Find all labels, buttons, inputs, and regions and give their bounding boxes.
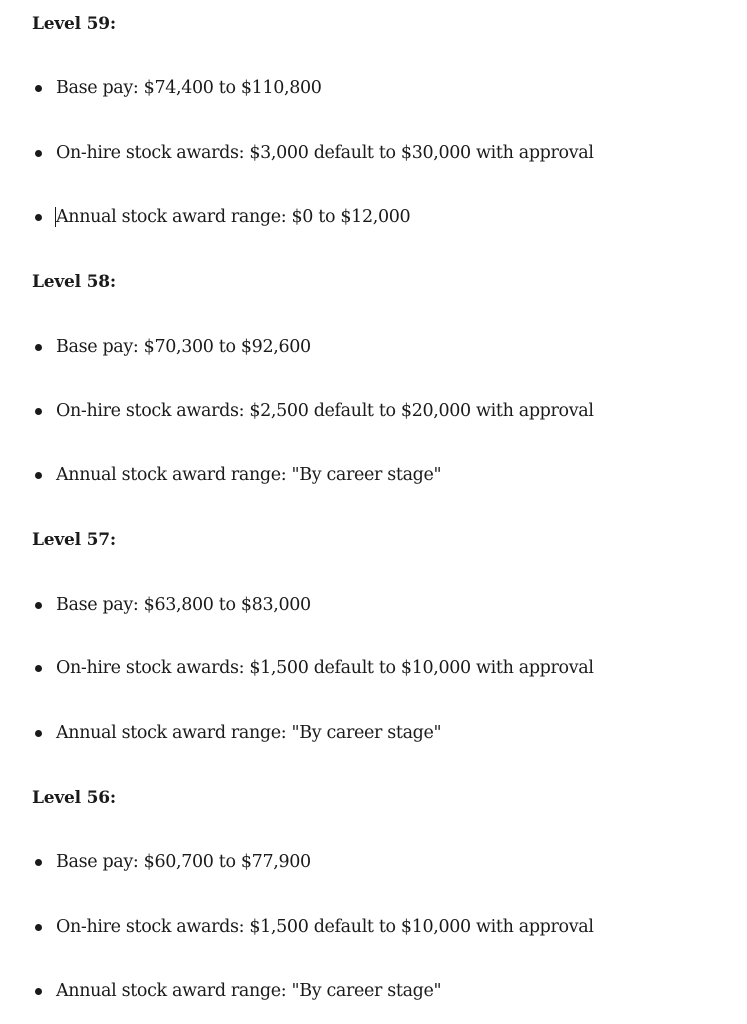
- bullet-icon: [35, 214, 42, 221]
- bullet-icon: [35, 408, 42, 415]
- bullet-icon: [35, 472, 42, 479]
- list-item-text: Annual stock award range: "By career stage": [56, 981, 442, 1001]
- bullet-icon: [35, 924, 42, 931]
- list-item-text: Base pay: $70,300 to $92,600: [56, 337, 311, 357]
- list-item-text: Base pay: $63,800 to $83,000: [56, 595, 311, 615]
- bullet-icon: [35, 988, 42, 995]
- list-item-text: On-hire stock awards: $1,500 default to $10,000 with approval: [56, 658, 594, 678]
- level-heading: Level 56:: [32, 788, 116, 808]
- list-item-text: On-hire stock awards: $3,000 default to $30,000 with approval: [56, 143, 594, 163]
- level-heading: Level 58:: [32, 272, 116, 292]
- list-item-text: Annual stock award range: "By career stage": [56, 465, 442, 485]
- list-item-text: Annual stock award range: $0 to $12,000: [56, 207, 411, 227]
- bullet-icon: [35, 602, 42, 609]
- bullet-icon: [35, 150, 42, 157]
- list-item-text: Base pay: $74,400 to $110,800: [56, 78, 322, 98]
- level-heading: Level 59:: [32, 14, 116, 34]
- bullet-icon: [35, 344, 42, 351]
- bullet-icon: [35, 85, 42, 92]
- list-item-text: On-hire stock awards: $2,500 default to $20,000 with approval: [56, 401, 594, 421]
- list-item-text: Annual stock award range: "By career stage": [56, 723, 442, 743]
- list-item-text: Base pay: $60,700 to $77,900: [56, 852, 311, 872]
- bullet-icon: [35, 665, 42, 672]
- level-heading: Level 57:: [32, 530, 116, 550]
- list-item-text: On-hire stock awards: $1,500 default to $10,000 with approval: [56, 917, 594, 937]
- bullet-icon: [35, 859, 42, 866]
- bullet-icon: [35, 730, 42, 737]
